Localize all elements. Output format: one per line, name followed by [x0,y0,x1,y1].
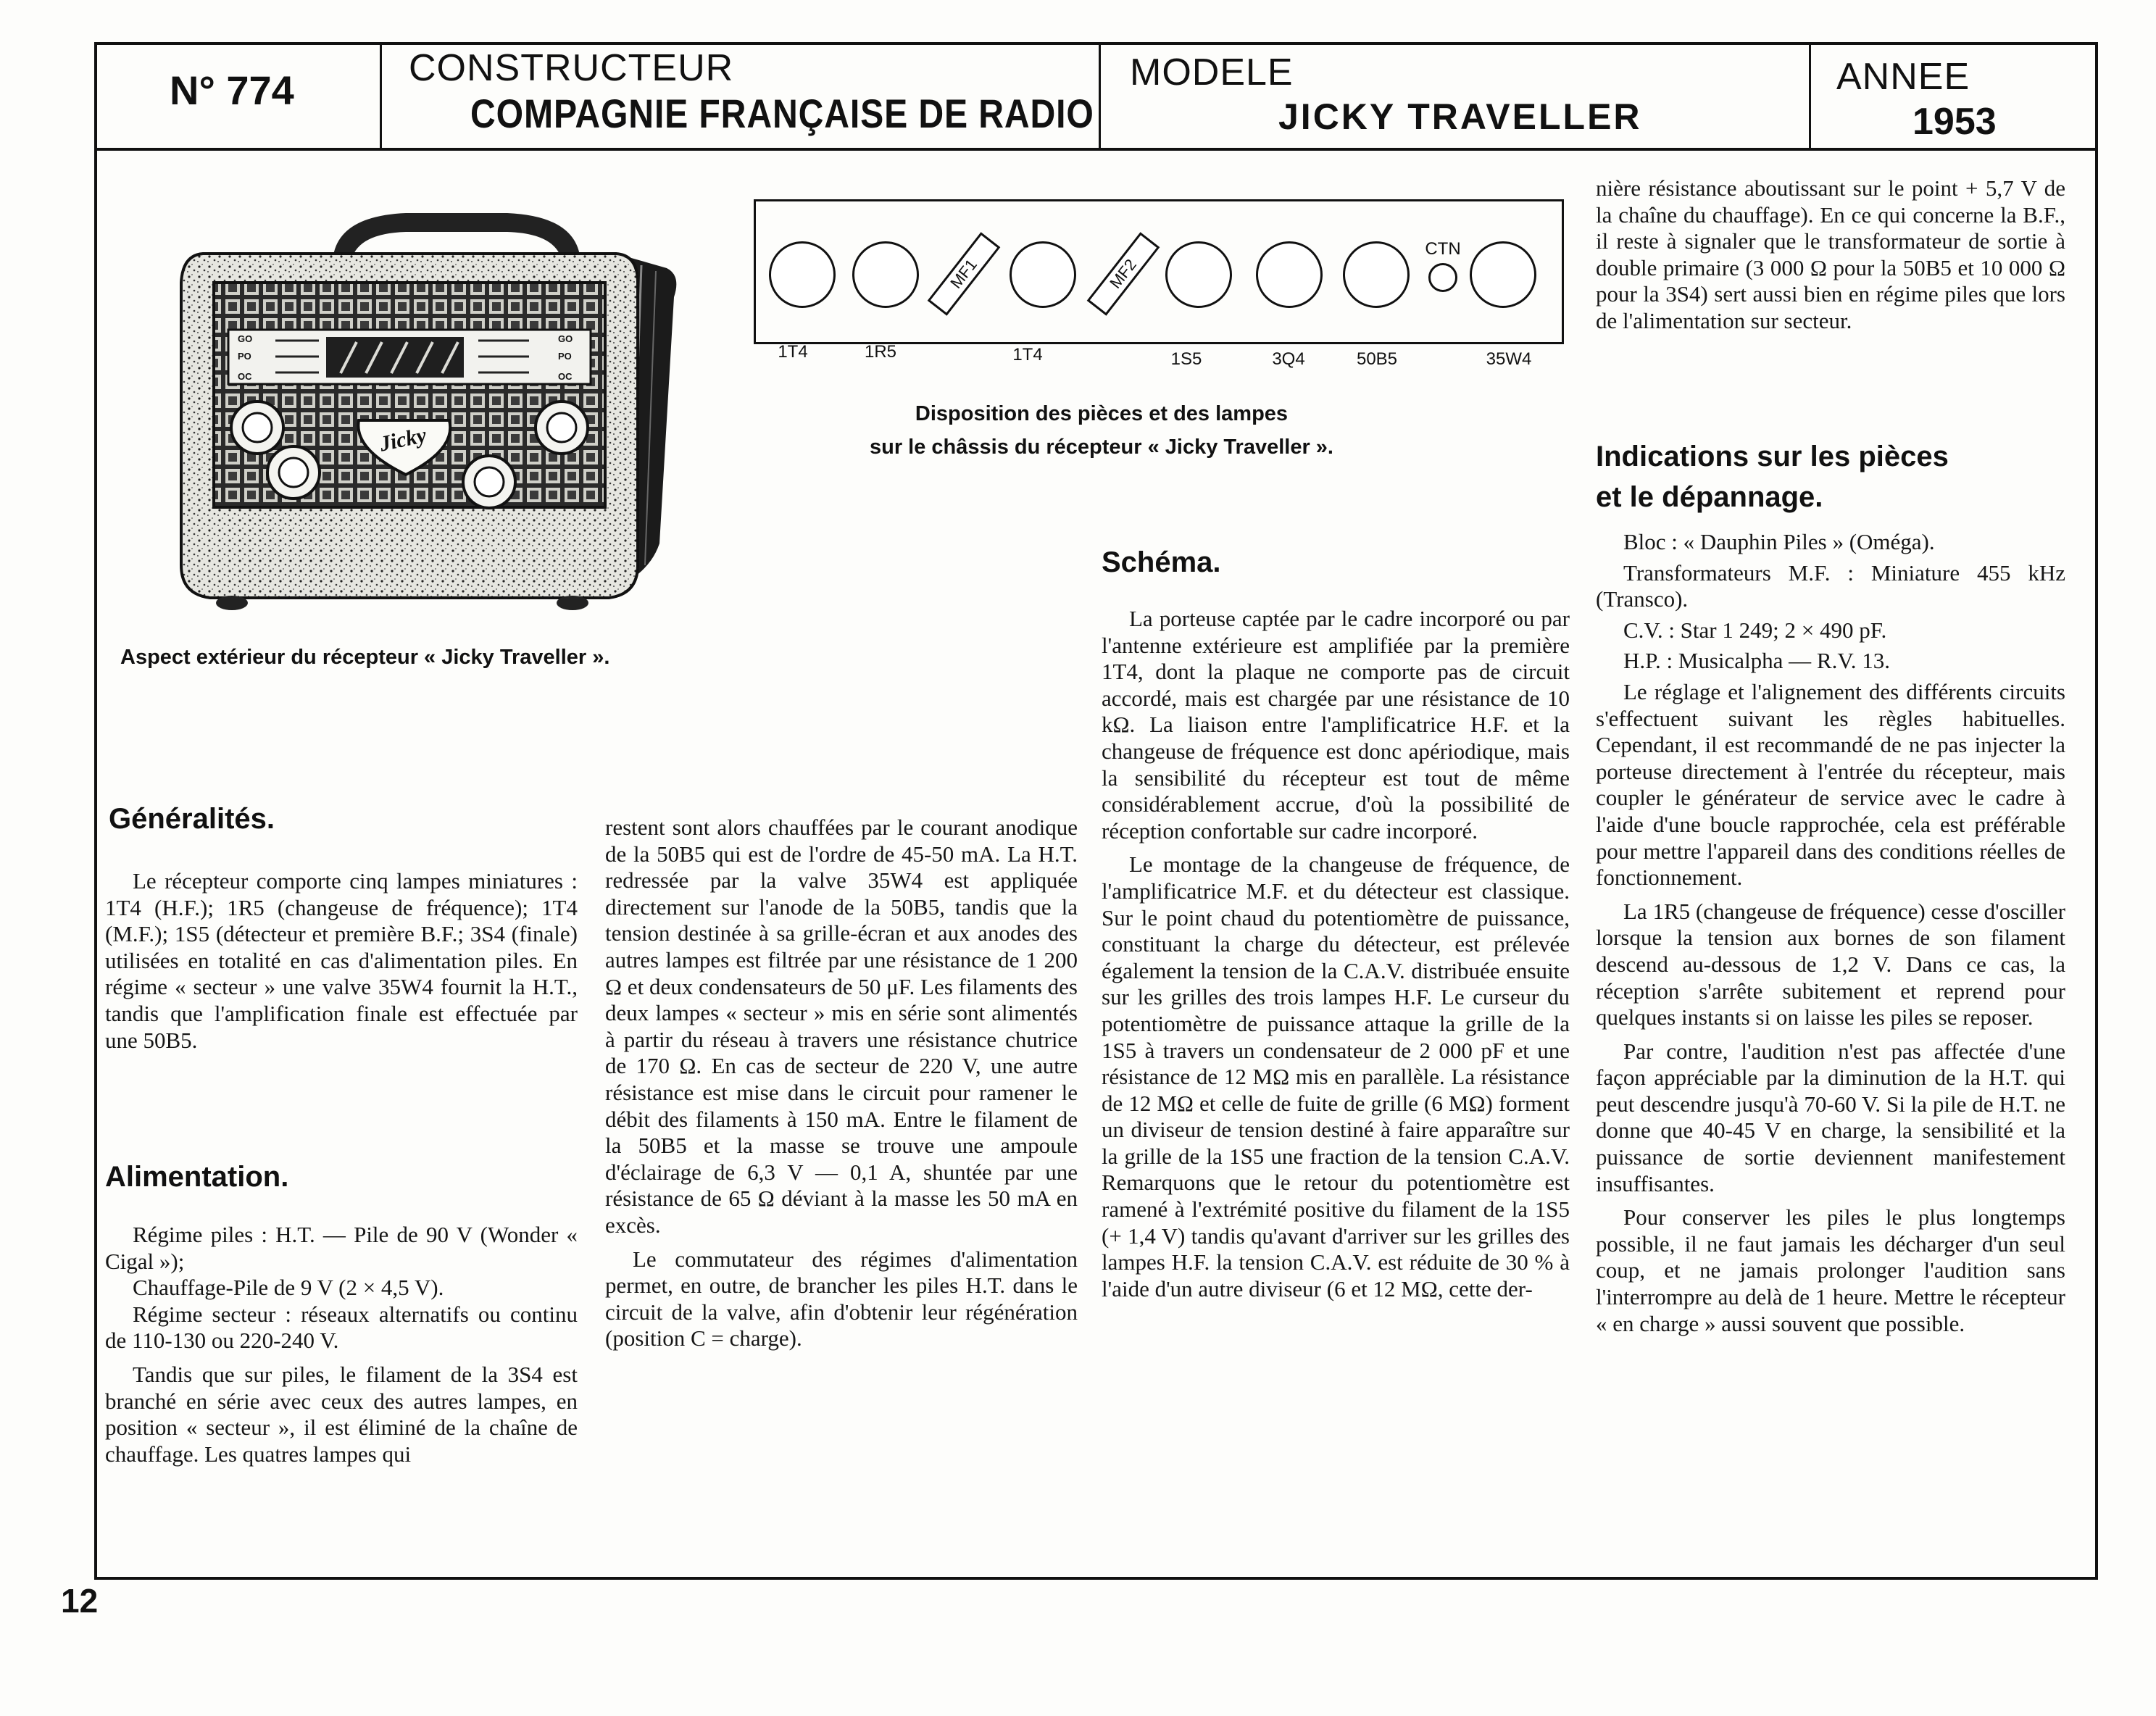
sheet-number: N° 774 [170,67,294,113]
dial-left-po: PO [238,351,251,362]
dial-left-go: GO [238,333,253,344]
badge-text: Jicky [377,422,429,457]
paragraph: La 1R5 (changeuse de fréquence) cesse d'osciller lorsque la tension aux bornes de son filament descend au-dessous de 1,2 V. Dans ce cas, la réception s'arrête subitement et reprend pour quelques instants si on laisse les piles se reposer. [1596,898,2065,1030]
header-divider [1809,45,1811,148]
paragraph: Chauffage-Pile de 9 V (2 × 4,5 V). [133,1275,444,1301]
tube-label: 3Q4 [1272,349,1305,369]
paragraph: Le montage de la changeuse de fréquence, de l'amplificatrice M.F. et du détecteur est classique. Sur le point chaud du potentiomètre de puissance, constituant la charge du détecteur, est prélevée également la tension de la C.A.V. distribuée ensuite sur les grilles des trois lampes H.F. Le curseur du potentiomètre de puissance attaque la grille de la 1S5 à travers un condensateur de 2 000 pF et une résistance de 12 MΩ mis en parallèle. La résistance de 12 MΩ et celle de fuite de grille (6 MΩ) forment un diviseur de tension destiné à faire apparaître sur la grille de la 1S5 une fraction de la tension C.A.V. Remarquons que le retour du potentiomètre est ramené à l'extrémité positive du filament de la 1S5 (+ 1,4 V) tandis qu'avant d'arriver sur les grilles des lampes H.F. la tension C.A.V. est réduite de 30 % à l'aide d'un autre diviseur (6 et 12 MΩ, cette der- [1102,851,1570,1301]
paragraph: Le récepteur comporte cinq lampes miniatures : 1T4 (H.F.); 1R5 (changeuse de fréquence); 1T4 (M.F.); 1S5 (détecteur et première B.F.; 3S4 (finale) utilisées en totalité en cas d'alimentation piles. En régime « secteur » une valve 35W4 fournit la H.T., tandis que l'amplification finale est effectuée par une 50B5. [105,868,578,1053]
parts-line: H.P. : Musicalpha — R.V. 13. [1623,648,1891,674]
schema-heading: Schéma. [1102,546,1221,578]
dial-right-go: GO [558,333,573,344]
tube-label: 1S5 [1170,349,1202,369]
chassis-caption [848,397,1355,464]
tube-label: 35W4 [1486,349,1532,369]
tube-35w4 [1470,241,1536,308]
radio-photo [167,203,688,616]
alimentation-text [105,1222,578,1475]
generalites-text [105,868,578,1061]
paragraph: Régime secteur : réseaux alternatifs ou continu de 110-130 ou 220-240 V. [105,1301,578,1354]
photo-caption: Aspect extérieur du récepteur « Jicky Traveller ». [120,646,610,669]
generalites-heading: Généralités. [109,803,275,835]
mf1-label: MF1 [946,255,981,292]
column4-top-text [1596,175,2065,342]
dial-left-oc: OC [238,371,252,382]
foot-left [216,596,248,610]
dial-right-po: PO [558,351,572,362]
frame-bottom-rule [94,1577,2098,1580]
chassis-caption-line2: sur le châssis du récepteur « Jicky Traveller ». [870,436,1333,459]
year-label: ANNEE [1836,56,1970,98]
paragraph: Par contre, l'audition n'est pas affectée d'une façon appréciable par la diminution de la H.T. qui peut descendre jusqu'à 70-60 V. Si la pile de H.T. ne donne que 40-45 V en charge, la sensibilité et la puissance de sortie deviennent manifestement insuffisantes. [1596,1038,2065,1196]
parts-line: Transformateurs M.F. : Miniature 455 kHz (Transco). [1596,559,2065,612]
tube-label: 1T4 [1012,345,1043,365]
paragraph: nière résistance aboutissant sur le point + 5,7 V de la chaîne du chauffage). En ce qui concerne la B.F., il reste à signaler que le transformateur de sortie à double primaire (3 000 Ω pour la 50B5 et 10 000 Ω pour la 3S4) sert aussi bien en régime piles que lors de l'alimentation sur secteur. [1596,175,2065,333]
paragraph: Le réglage et l'alignement des différents circuits s'effectuent suivant les règles habituelles. Cependant, il est recommandé de ne pas injecter la porteuse directement à l'entrée du récepteur, mais coupler le générateur de service avec le cadre à l'aide d'une boucle rapprochée, cela est préférable pour mettre l'appareil dans des conditions réelles de fonctionnement. [1596,678,2065,891]
constructor-label: CONSTRUCTEUR [409,47,734,89]
alimentation-heading: Alimentation. [105,1161,289,1193]
tube-label: 1R5 [864,342,897,362]
paragraph: Pour conserver les piles le plus longtemps possible, il ne faut jamais les décharger d'un seul coup, et ne jamais prolonger l'audition sans l'interrompre au delà de 1 heure. Mettre le récepteur « en charge » aussi souvent que possible. [1596,1204,2065,1336]
parts-line: C.V. : Star 1 249; 2 × 490 pF. [1623,617,1887,643]
header-divider [380,45,382,148]
chassis-caption-line1: Disposition des pièces et des lampes [915,402,1289,425]
tube-3q4 [1256,241,1323,308]
parts-line: Bloc : « Dauphin Piles » (Oméga). [1623,529,1935,554]
dial-right-oc: OC [558,371,573,382]
header-divider [1099,45,1101,148]
tube-1s5 [1165,241,1232,308]
indications-heading-line2: et le dépannage. [1596,481,1823,513]
frame-right-rule [2095,149,2098,1580]
knob-left [231,401,283,454]
mf2-label: MF2 [1106,255,1141,292]
paragraph: Tandis que sur piles, le filament de la 3S4 est branché en série avec ceux des autres lampes, en position « secteur », il est éliminé de la chaîne de chauffage. Les quatres lampes qui [105,1361,578,1467]
indications-text [1596,529,2065,1344]
schema-text [1102,606,1570,1309]
foot-right [557,596,588,610]
tube-1t4 [769,241,836,308]
mf1-transformer [928,232,1001,315]
tube-label: 1T4 [778,342,808,362]
tube-1r5 [852,241,919,308]
chassis-diagram [754,199,1564,344]
tube-50b5 [1343,241,1410,308]
paragraph: Le commutateur des régimes d'alimentation permet, en outre, de brancher les piles H.T. dans le circuit de la valve, afin d'obtenir leur régénération (position C = charge). [605,1246,1078,1351]
knob-right-lower [463,456,515,508]
frame-left-rule [94,149,97,1580]
indications-heading [1596,436,1949,517]
paragraph: Régime piles : H.T. — Pile de 90 V (Wonder « Cigal »); [105,1222,578,1274]
year-value: 1953 [1912,101,1997,143]
knob-left-lower [267,446,320,499]
knob-right [536,401,588,454]
ctn-component [1428,263,1457,292]
paragraph: La porteuse captée par le cadre incorporé ou par l'antenne extérieure est amplifiée par la première 1T4, dont la plaque ne comporte pas de circuit accordé, mais est chargée par une résistance de 10 kΩ. La liaison entre l'amplificatrice H.F. et la changeuse de fréquence est donc apériodique, mais la sensibilité du récepteur est tout de même considérablement accrue, d'où la possibilité de réception confortable sur cadre incorporé. [1102,606,1570,844]
page-number: 12 [61,1582,99,1620]
mf2-transformer [1087,232,1160,315]
header-box [94,42,2098,151]
model-name: JICKY TRAVELLER [1278,96,1642,137]
indications-heading-line1: Indications sur les pièces [1596,441,1949,472]
tube-1t4-mf [1010,241,1076,308]
alimentation-continued-text [605,815,1078,1359]
constructor-name: COMPAGNIE FRANÇAISE DE RADIO [470,91,1094,136]
ctn-label: CTN [1425,239,1461,259]
paragraph: restent sont alors chauffées par le courant anodique de la 50B5 qui est de l'ordre de 45-50 mA. La H.T. redressée par la valve 35W4 est appliquée directement sur l'anode de la 50B5, tandis que la tension destinée à sa grille-écran et aux anodes des autres lampes est filtrée par une résistance de 1 200 Ω et deux condensateurs de 50 μF. Les filaments des deux lampes « secteur » mis en série sont alimentés à partir du réseau à travers une résistance chutrice de 170 Ω. En cas de secteur de 220 V, une autre résistance est mise dans le circuit pour ramener le débit des filaments à 150 mA. Entre le filament de la 50B5 et la masse se trouve une ampoule d'éclairage de 6,3 V — 0,1 A, shuntée par une résistance de 65 Ω déviant à la masse les 50 mA en excès. [605,815,1078,1238]
model-label: MODELE [1130,51,1294,93]
tube-label: 50B5 [1356,349,1398,369]
